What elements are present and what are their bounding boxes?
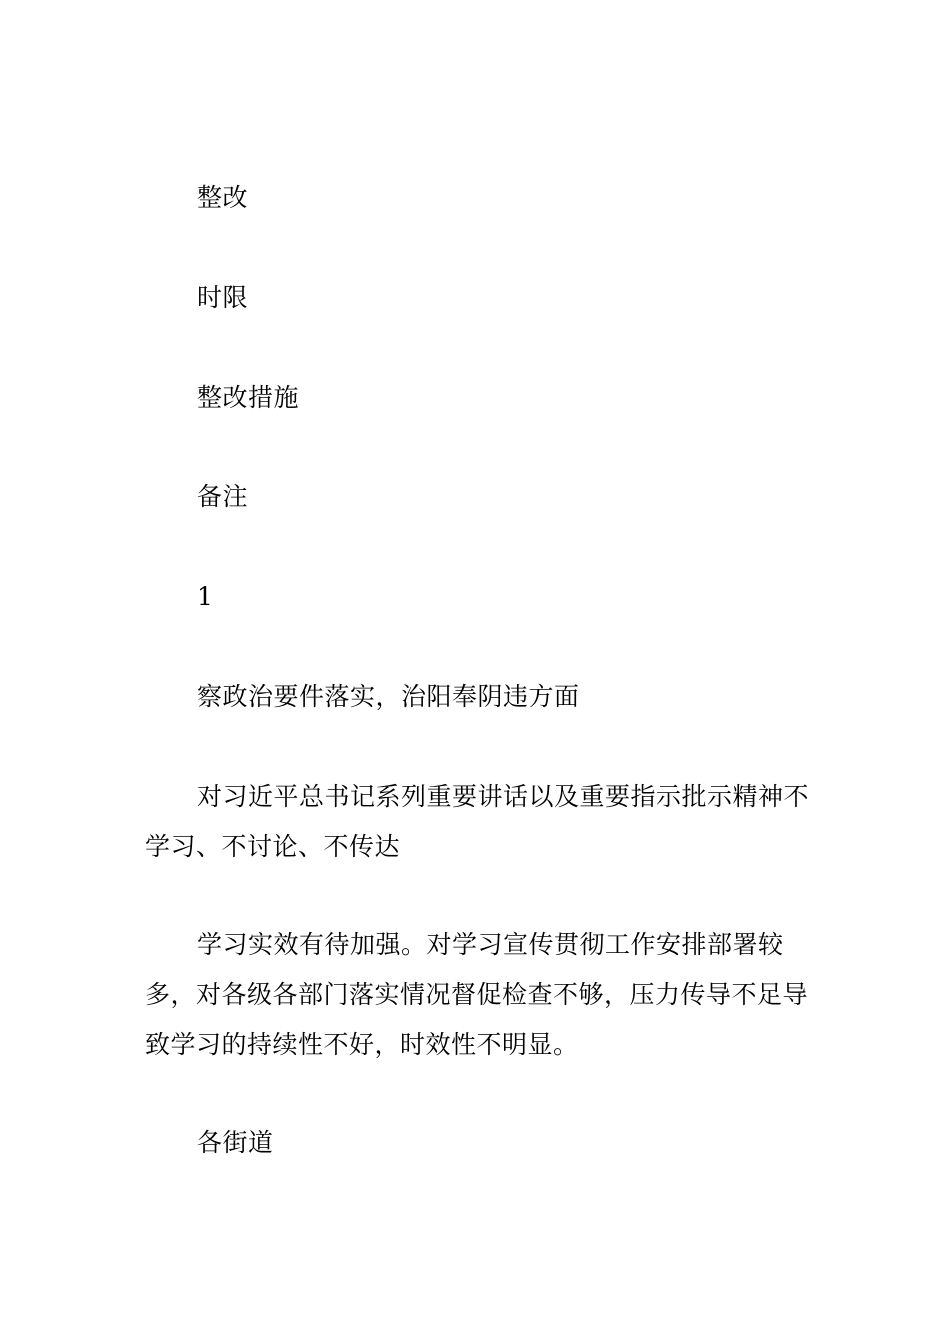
paragraph-remarks: 备注 [197,482,249,511]
paragraph-time-limit: 时限 [197,283,249,312]
paragraph-problem-detail: 学习实效有待加强。对学习宣传贯彻工作安排部署较多，对各级各部门落实情况督促检查不够，压力传导不足导致学习的持续性不好，时效性不明显。 [145,930,809,1059]
paragraph-category: 察政治要件落实，治阳奉阴违方面 [197,682,580,711]
paragraph-responsible-unit: 各街道 [197,1128,274,1157]
paragraph-item-number: 1 [197,582,214,611]
paragraph-rectification-measures: 整改措施 [197,383,300,412]
paragraph-problem: 对习近平总书记系列重要讲话以及重要指示批示精神不学习、不讨论、不传达 [145,782,810,861]
paragraph-rectification: 整改 [197,183,249,212]
